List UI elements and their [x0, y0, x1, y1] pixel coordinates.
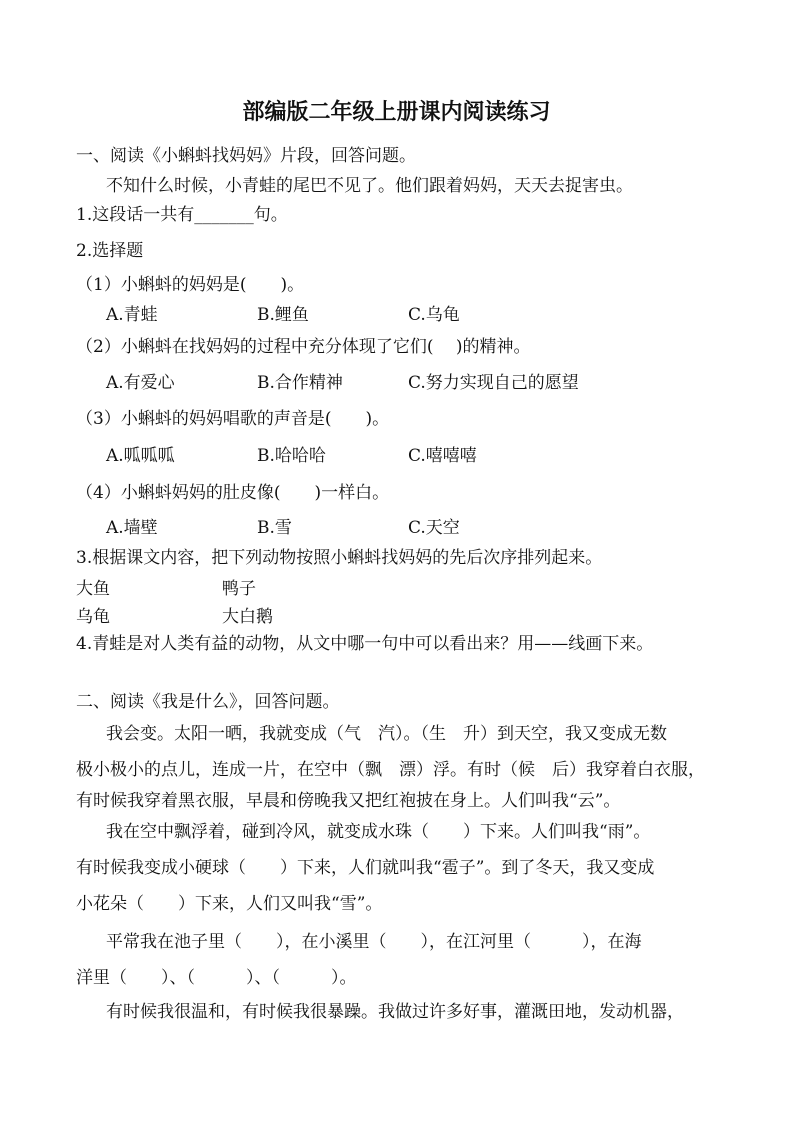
section-2-line-5: 有时候我变成小硬球（ ）下来，人们就叫我“雹子”。到了冬天，我又变成: [76, 858, 655, 878]
section-2-line-8: 洋里（ ）、（ ）、（ ）。: [76, 968, 357, 988]
sub-question-2-option-c: C.努力实现自己的愿望: [408, 373, 579, 393]
sub-question-4-option-c: C.天空: [408, 518, 460, 538]
sub-question-3-option-b: B.哈哈哈: [257, 446, 326, 466]
section-2-line-4: 我在空中飘浮着，碰到冷风，就变成水珠（ ）下来。人们叫我“雨”。: [106, 822, 651, 842]
animal-item: 乌龟: [76, 607, 110, 627]
section-2-line-9: 有时候我很温和，有时候我很暴躁。我做过许多好事，灌溉田地，发动机器，: [106, 1002, 684, 1022]
page-title: 部编版二年级上册课内阅读练习: [242, 100, 551, 125]
question-2: 2.选择题: [76, 241, 144, 261]
sub-question-3-stem: （3）小蝌蚪的妈妈唱歌的声音是( )。: [76, 409, 390, 429]
section-2-line-6: 小花朵（ ）下来，人们又叫我“雪”。: [76, 894, 383, 914]
section-2-line-2: 极小极小的点儿，连成一片，在空中（飘 漂）浮。有时（候 后）我穿着白衣服，: [76, 760, 705, 780]
animal-item: 鸭子: [222, 579, 256, 599]
sub-question-4-option-b: B.雪: [257, 518, 292, 538]
animal-item: 大鱼: [76, 579, 110, 599]
section-1-passage: 不知什么时候，小青蛙的尾巴不见了。他们跟着妈妈，天天去捉害虫。: [106, 176, 633, 196]
section-2-line-7: 平常我在池子里（ ），在小溪里（ ），在江河里（ ），在海: [106, 932, 642, 952]
animal-item: 大白鹅: [222, 607, 273, 627]
sub-question-3-option-c: C.嘻嘻嘻: [408, 446, 477, 466]
section-2-line-3: 有时候我穿着黑衣服，早晨和傍晚我又把红袍披在身上。人们叫我“云”。: [76, 791, 621, 811]
sub-question-4-option-a: A.墙壁: [106, 518, 158, 538]
sub-question-4-stem: （4）小蝌蚪妈妈的肚皮像( )一样白。: [76, 483, 390, 503]
question-1: 1.这段话一共有_______句。: [76, 205, 288, 225]
sub-question-2-stem: （2）小蝌蚪在找妈妈的过程中充分体现了它们( )的精神。: [76, 337, 531, 357]
sub-question-1-option-a: A.青蛙: [106, 305, 158, 325]
sub-question-1-option-b: B.鲤鱼: [257, 305, 309, 325]
section-2-line-1: 我会变。太阳一晒，我就变成（气 汽）。（生 升）到天空，我又变成无数: [106, 724, 667, 744]
sub-question-3-option-a: A.呱呱呱: [106, 446, 175, 466]
sub-question-1-stem: （1）小蝌蚪的妈妈是( )。: [76, 275, 305, 295]
sub-question-2-option-b: B.合作精神: [257, 373, 343, 393]
section-1-heading: 一、阅读《小蝌蚪找妈妈》片段，回答问题。: [76, 146, 416, 166]
sub-question-2-option-a: A.有爱心: [106, 373, 175, 393]
sub-question-1-option-c: C.乌龟: [408, 305, 460, 325]
question-4: 4.青蛙是对人类有益的动物，从文中哪一句中可以看出来？用——线画下来。: [76, 634, 654, 654]
section-2-heading: 二、阅读《我是什么》，回答问题。: [76, 692, 340, 712]
question-3: 3.根据课文内容，把下列动物按照小蝌蚪找妈妈的先后次序排列起来。: [76, 548, 603, 568]
